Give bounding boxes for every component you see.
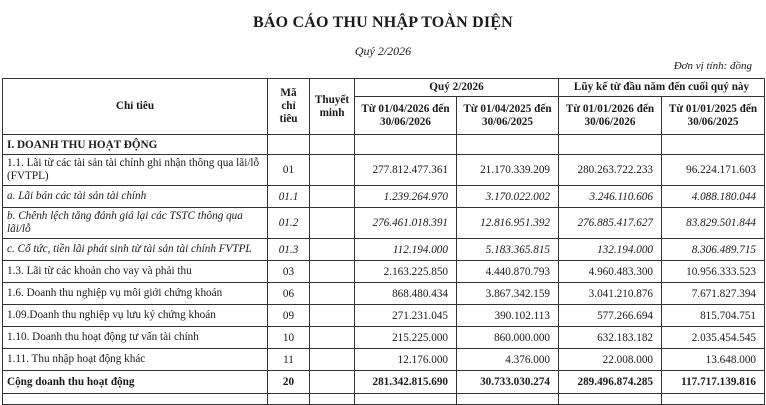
row-code: 01.1 xyxy=(268,186,310,208)
row-note xyxy=(310,349,355,371)
cell-ytd-prior: 8.306.489.715 xyxy=(662,239,765,261)
cell-ytd-prior: 2.035.454.545 xyxy=(662,327,765,349)
cell-ytd-current: 280.263.722.233 xyxy=(559,155,662,186)
cell-ytd-prior: 96.224.171.603 xyxy=(662,155,765,186)
row-label: 1.10. Doanh thu hoạt động tư vấn tài chính xyxy=(3,327,268,349)
cell-q-prior: 21.170.339.209 xyxy=(457,155,559,186)
cell-ytd-prior: 10.956.333.523 xyxy=(662,261,765,283)
row-label: 1.1. Lãi từ các tài sản tài chính ghi nhận thông qua lãi/lỗ (FVTPL) xyxy=(3,155,268,186)
row-code: 01 xyxy=(268,155,310,186)
cell-ytd-current: 632.183.182 xyxy=(559,327,662,349)
cell-q-prior: 3.867.342.159 xyxy=(457,283,559,305)
cell-ytd-prior: 83.829.501.844 xyxy=(662,208,765,239)
total-ytd-current: 289.496.874.285 xyxy=(559,371,662,394)
row-code: 09 xyxy=(268,305,310,327)
row-note xyxy=(310,305,355,327)
section-label: I. DOANH THU HOẠT ĐỘNG xyxy=(3,135,268,155)
col-header-note: Thuyết minh xyxy=(310,79,355,135)
cell-q-current: 112.194.000 xyxy=(355,239,457,261)
row-code: 06 xyxy=(268,283,310,305)
cell-ytd-current: 132.194.000 xyxy=(559,239,662,261)
row-code: 11 xyxy=(268,349,310,371)
row-note xyxy=(310,186,355,208)
row-note xyxy=(310,283,355,305)
row-label: 1.3. Lãi từ các khoản cho vay và phải thu xyxy=(3,261,268,283)
cell-q-prior: 4.440.870.793 xyxy=(457,261,559,283)
cell-ytd-current: 4.960.483.300 xyxy=(559,261,662,283)
cell-q-current: 271.231.045 xyxy=(355,305,457,327)
row-label: 1.6. Doanh thu nghiệp vụ môi giới chứng khoán xyxy=(3,283,268,305)
cell-ytd-current: 22.008.000 xyxy=(559,349,662,371)
col-header-q-current: Từ 01/04/2026 đến 30/06/2026 xyxy=(355,97,457,135)
cell-ytd-current: 3.041.210.876 xyxy=(559,283,662,305)
table-row xyxy=(3,239,765,261)
row-note xyxy=(310,261,355,283)
income-statement-table xyxy=(2,78,765,405)
cell-ytd-prior: 7.671.827.394 xyxy=(662,283,765,305)
cell-ytd-current: 3.246.110.606 xyxy=(559,186,662,208)
report-title: BÁO CÁO THU NHẬP TOÀN DIỆN xyxy=(253,14,513,31)
col-group-ytd: Lũy kế từ đầu năm đến cuối quý này xyxy=(559,79,765,97)
row-code: 10 xyxy=(268,327,310,349)
cell-q-prior: 860.000.000 xyxy=(457,327,559,349)
total-q-current: 281.342.815.690 xyxy=(355,371,457,394)
cell-ytd-current: 577.266.694 xyxy=(559,305,662,327)
row-label: 1.11. Thu nhập hoạt động khác xyxy=(3,349,268,371)
total-ytd-prior: 117.717.139.816 xyxy=(662,371,765,394)
cell-q-prior: 3.170.022.002 xyxy=(457,186,559,208)
cell-q-prior: 4.376.000 xyxy=(457,349,559,371)
row-note xyxy=(310,239,355,261)
row-note xyxy=(310,155,355,186)
cell-ytd-prior: 4.088.180.044 xyxy=(662,186,765,208)
table-row xyxy=(3,305,765,327)
cell-q-current: 1.239.264.970 xyxy=(355,186,457,208)
cell-q-current: 277.812.477.361 xyxy=(355,155,457,186)
table-row xyxy=(3,327,765,349)
row-label: b. Chênh lệch tăng đánh giá lại các TSTC thông qua lãi/lỗ xyxy=(3,208,268,239)
row-label: a. Lãi bán các tài sản tài chính xyxy=(3,186,268,208)
cell-ytd-prior: 13.648.000 xyxy=(662,349,765,371)
col-header-ytd-prior: Từ 01/01/2025 đến 30/06/2025 xyxy=(662,97,765,135)
table-row xyxy=(3,261,765,283)
table-row xyxy=(3,186,765,208)
col-header-ytd-current: Từ 01/01/2026 đến 30/06/2026 xyxy=(559,97,662,135)
cell-ytd-current: 276.885.417.627 xyxy=(559,208,662,239)
row-note xyxy=(310,208,355,239)
row-note xyxy=(310,327,355,349)
cut-off-row xyxy=(3,394,765,405)
table-row xyxy=(3,283,765,305)
cell-q-prior: 390.102.113 xyxy=(457,305,559,327)
col-group-quarter: Quý 2/2026 xyxy=(355,79,559,97)
row-label: 1.09.Doanh thu nghiệp vụ lưu ký chứng khoán xyxy=(3,305,268,327)
table-row xyxy=(3,155,765,186)
section-row xyxy=(3,135,765,155)
cell-q-prior: 12.816.951.392 xyxy=(457,208,559,239)
col-header-q-prior: Từ 01/04/2025 đến 30/06/2025 xyxy=(457,97,559,135)
cell-q-current: 2.163.225.850 xyxy=(355,261,457,283)
row-label: c. Cổ tức, tiền lãi phát sinh từ tài sản tài chính FVTPL xyxy=(3,239,268,261)
cell-q-current: 276.461.018.391 xyxy=(355,208,457,239)
table-row xyxy=(3,349,765,371)
cell-q-current: 868.480.434 xyxy=(355,283,457,305)
total-row xyxy=(3,371,765,394)
col-header-indicator: Chỉ tiêu xyxy=(3,79,268,135)
cell-q-current: 12.176.000 xyxy=(355,349,457,371)
cell-q-prior: 5.183.365.815 xyxy=(457,239,559,261)
report-period: Quý 2/2026 xyxy=(354,44,412,58)
total-code: 20 xyxy=(268,371,310,394)
row-code: 01.2 xyxy=(268,208,310,239)
total-label: Cộng doanh thu hoạt động xyxy=(3,371,268,394)
currency-unit: Đơn vị tính: đồng xyxy=(673,60,752,72)
table-row xyxy=(3,208,765,239)
col-header-code: Mã chỉ tiêu xyxy=(268,79,310,135)
cell-q-current: 215.225.000 xyxy=(355,327,457,349)
row-code: 01.3 xyxy=(268,239,310,261)
row-code: 03 xyxy=(268,261,310,283)
total-q-prior: 30.733.030.274 xyxy=(457,371,559,394)
cell-ytd-prior: 815.704.751 xyxy=(662,305,765,327)
